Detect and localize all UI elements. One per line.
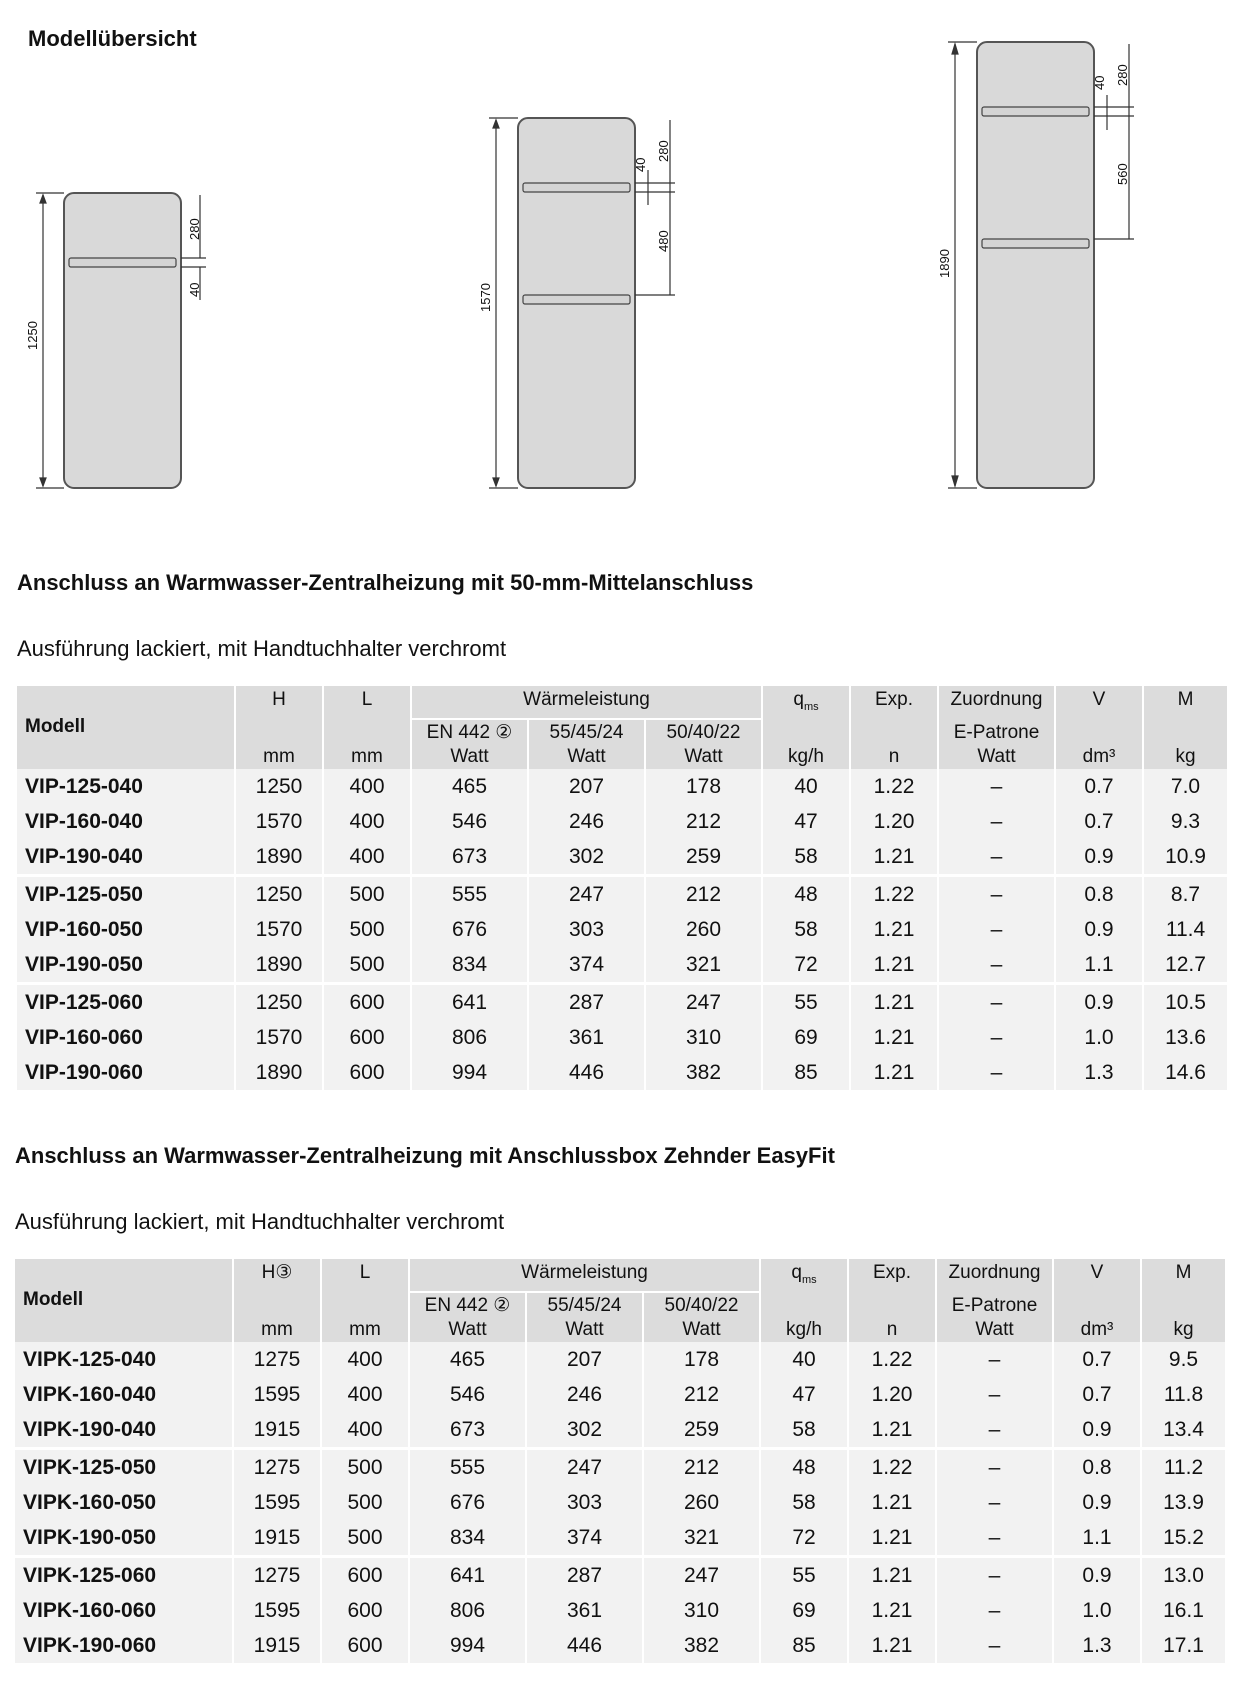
cell-h: 1275 bbox=[233, 1448, 321, 1485]
cell-v: 0.9 bbox=[1055, 839, 1143, 876]
cell-h: 1915 bbox=[233, 1520, 321, 1557]
model-drawings bbox=[0, 40, 1248, 510]
header-model: Modell bbox=[15, 1259, 233, 1342]
cell-m: 9.5 bbox=[1141, 1342, 1225, 1377]
cell-model: VIP-125-050 bbox=[17, 875, 235, 912]
cell-qms: 85 bbox=[760, 1628, 848, 1663]
unit-v: dm³ bbox=[1055, 719, 1143, 769]
cell-m: 11.4 bbox=[1143, 912, 1227, 947]
dim-top-gap-3: 280 bbox=[1115, 64, 1130, 86]
header-en442: EN 442 ② Watt bbox=[409, 1292, 526, 1342]
cell-m: 13.6 bbox=[1143, 1020, 1227, 1055]
cell-h: 1250 bbox=[235, 769, 323, 804]
cell-l: 400 bbox=[323, 804, 411, 839]
cell-55-45-24: 361 bbox=[526, 1593, 643, 1628]
header-qms: $q_{ms}$ bbox=[762, 686, 850, 719]
cell-exp: 1.21 bbox=[848, 1485, 936, 1520]
cell-v: 0.9 bbox=[1055, 983, 1143, 1020]
table-row bbox=[15, 1520, 1225, 1557]
header-exp: Exp. bbox=[848, 1259, 936, 1292]
cell-50-40-22: 382 bbox=[645, 1055, 762, 1090]
radiator-drawing-1570 bbox=[489, 118, 675, 488]
cell-50-40-22: 310 bbox=[645, 1020, 762, 1055]
section2-title: Anschluss an Warmwasser-Zentralheizung mit Anschlussbox Zehnder EasyFit bbox=[15, 1143, 835, 1168]
section2-subtitle: Ausführung lackiert, mit Handtuchhalter verchromt bbox=[15, 1209, 505, 1234]
cell-l: 500 bbox=[321, 1520, 409, 1557]
cell-l: 400 bbox=[321, 1377, 409, 1412]
cell-55-45-24: 374 bbox=[528, 947, 645, 984]
cell-e-patrone: – bbox=[936, 1628, 1053, 1663]
cell-model: VIP-190-050 bbox=[17, 947, 235, 984]
header-55-45-24: 55/45/24 Watt bbox=[526, 1292, 643, 1342]
cell-55-45-24: 287 bbox=[526, 1556, 643, 1593]
cell-v: 0.8 bbox=[1053, 1448, 1141, 1485]
cell-h: 1570 bbox=[235, 1020, 323, 1055]
cell-qms: 58 bbox=[760, 1412, 848, 1449]
header-e-patrone: E-Patrone Watt bbox=[936, 1292, 1053, 1342]
cell-50-40-22: 212 bbox=[645, 875, 762, 912]
table-section1 bbox=[17, 686, 1227, 1090]
cell-e-patrone: – bbox=[936, 1377, 1053, 1412]
cell-qms: 40 bbox=[762, 769, 850, 804]
header-heat-output: Wärmeleistung bbox=[409, 1259, 760, 1292]
cell-e-patrone: – bbox=[936, 1593, 1053, 1628]
table-row bbox=[15, 1448, 1225, 1485]
cell-55-45-24: 302 bbox=[526, 1412, 643, 1449]
cell-qms: 47 bbox=[760, 1377, 848, 1412]
header-50-40-22: 50/40/22 Watt bbox=[643, 1292, 760, 1342]
cell-l: 500 bbox=[323, 912, 411, 947]
cell-v: 1.3 bbox=[1053, 1628, 1141, 1663]
cell-50-40-22: 310 bbox=[643, 1593, 760, 1628]
cell-e-patrone: – bbox=[936, 1520, 1053, 1557]
cell-l: 500 bbox=[321, 1485, 409, 1520]
cell-h: 1250 bbox=[235, 875, 323, 912]
table-row bbox=[15, 1556, 1225, 1593]
cell-l: 500 bbox=[323, 947, 411, 984]
cell-m: 17.1 bbox=[1141, 1628, 1225, 1663]
cell-e-patrone: – bbox=[938, 912, 1055, 947]
table-row bbox=[15, 1412, 1225, 1449]
dim-height-3: 1890 bbox=[937, 249, 952, 278]
cell-h: 1595 bbox=[233, 1377, 321, 1412]
unit-h: mm bbox=[233, 1292, 321, 1342]
cell-m: 12.7 bbox=[1143, 947, 1227, 984]
table-row bbox=[17, 839, 1227, 876]
cell-l: 500 bbox=[321, 1448, 409, 1485]
cell-v: 1.0 bbox=[1055, 1020, 1143, 1055]
cell-exp: 1.21 bbox=[848, 1628, 936, 1663]
cell-50-40-22: 212 bbox=[645, 804, 762, 839]
cell-55-45-24: 247 bbox=[526, 1448, 643, 1485]
cell-qms: 58 bbox=[762, 912, 850, 947]
dim-height-2: 1570 bbox=[478, 283, 493, 312]
cell-en442: 641 bbox=[411, 983, 528, 1020]
cell-l: 600 bbox=[321, 1628, 409, 1663]
radiator-drawing-1890 bbox=[948, 42, 1134, 488]
cell-qms: 69 bbox=[762, 1020, 850, 1055]
cell-55-45-24: 361 bbox=[528, 1020, 645, 1055]
cell-h: 1275 bbox=[233, 1342, 321, 1377]
cell-m: 11.8 bbox=[1141, 1377, 1225, 1412]
header-h: H bbox=[235, 686, 323, 719]
cell-exp: 1.21 bbox=[848, 1520, 936, 1557]
unit-l: mm bbox=[321, 1292, 409, 1342]
table-row bbox=[17, 912, 1227, 947]
cell-50-40-22: 247 bbox=[643, 1556, 760, 1593]
cell-h: 1595 bbox=[233, 1593, 321, 1628]
cell-m: 11.2 bbox=[1141, 1448, 1225, 1485]
cell-en442: 555 bbox=[411, 875, 528, 912]
cell-55-45-24: 302 bbox=[528, 839, 645, 876]
cell-qms: 69 bbox=[760, 1593, 848, 1628]
cell-h: 1570 bbox=[235, 804, 323, 839]
cell-55-45-24: 207 bbox=[526, 1342, 643, 1377]
cell-v: 0.7 bbox=[1053, 1342, 1141, 1377]
cell-model: VIPK-190-060 bbox=[15, 1628, 233, 1663]
cell-l: 500 bbox=[323, 875, 411, 912]
cell-l: 600 bbox=[321, 1593, 409, 1628]
header-zuordnung: Zuordnung bbox=[938, 686, 1055, 719]
cell-l: 600 bbox=[323, 1055, 411, 1090]
cell-en442: 673 bbox=[411, 839, 528, 876]
unit-qms: kg/h bbox=[762, 719, 850, 769]
cell-m: 13.0 bbox=[1141, 1556, 1225, 1593]
cell-en442: 465 bbox=[409, 1342, 526, 1377]
cell-55-45-24: 246 bbox=[526, 1377, 643, 1412]
cell-m: 15.2 bbox=[1141, 1520, 1225, 1557]
cell-50-40-22: 178 bbox=[645, 769, 762, 804]
header-exp: Exp. bbox=[850, 686, 938, 719]
cell-l: 400 bbox=[321, 1342, 409, 1377]
cell-55-45-24: 374 bbox=[526, 1520, 643, 1557]
header-v: V bbox=[1053, 1259, 1141, 1292]
cell-e-patrone: – bbox=[938, 839, 1055, 876]
cell-50-40-22: 260 bbox=[643, 1485, 760, 1520]
dim-bar-gap-1: 40 bbox=[187, 282, 202, 297]
unit-v: dm³ bbox=[1053, 1292, 1141, 1342]
header-m: M bbox=[1141, 1259, 1225, 1292]
table-row bbox=[15, 1593, 1225, 1628]
cell-exp: 1.21 bbox=[848, 1556, 936, 1593]
header-en442: EN 442 ② Watt bbox=[411, 719, 528, 769]
cell-55-45-24: 246 bbox=[528, 804, 645, 839]
header-l: L bbox=[323, 686, 411, 719]
cell-exp: 1.21 bbox=[850, 839, 938, 876]
cell-v: 0.7 bbox=[1055, 804, 1143, 839]
cell-exp: 1.21 bbox=[848, 1593, 936, 1628]
cell-qms: 72 bbox=[762, 947, 850, 984]
cell-qms: 47 bbox=[762, 804, 850, 839]
cell-m: 9.3 bbox=[1143, 804, 1227, 839]
header-qms: $q_{ms}$ bbox=[760, 1259, 848, 1292]
cell-l: 600 bbox=[323, 983, 411, 1020]
cell-h: 1570 bbox=[235, 912, 323, 947]
cell-l: 400 bbox=[321, 1412, 409, 1449]
cell-exp: 1.22 bbox=[850, 875, 938, 912]
cell-v: 1.1 bbox=[1055, 947, 1143, 984]
cell-model: VIPK-160-040 bbox=[15, 1377, 233, 1412]
cell-exp: 1.21 bbox=[848, 1412, 936, 1449]
cell-exp: 1.20 bbox=[848, 1377, 936, 1412]
cell-exp: 1.22 bbox=[848, 1448, 936, 1485]
unit-l: mm bbox=[323, 719, 411, 769]
cell-50-40-22: 260 bbox=[645, 912, 762, 947]
cell-v: 0.7 bbox=[1055, 769, 1143, 804]
cell-h: 1595 bbox=[233, 1485, 321, 1520]
cell-55-45-24: 446 bbox=[528, 1055, 645, 1090]
cell-exp: 1.21 bbox=[850, 983, 938, 1020]
cell-v: 0.9 bbox=[1053, 1485, 1141, 1520]
cell-v: 1.0 bbox=[1053, 1593, 1141, 1628]
cell-e-patrone: – bbox=[938, 804, 1055, 839]
cell-qms: 58 bbox=[760, 1485, 848, 1520]
cell-en442: 994 bbox=[411, 1055, 528, 1090]
unit-exp: n bbox=[848, 1292, 936, 1342]
cell-exp: 1.21 bbox=[850, 1020, 938, 1055]
cell-model: VIPK-160-060 bbox=[15, 1593, 233, 1628]
cell-qms: 72 bbox=[760, 1520, 848, 1557]
table-row bbox=[17, 769, 1227, 804]
header-heat-output: Wärmeleistung bbox=[411, 686, 762, 719]
cell-m: 7.0 bbox=[1143, 769, 1227, 804]
cell-e-patrone: – bbox=[938, 769, 1055, 804]
cell-50-40-22: 212 bbox=[643, 1448, 760, 1485]
table-row bbox=[15, 1342, 1225, 1377]
cell-exp: 1.20 bbox=[850, 804, 938, 839]
cell-model: VIPK-125-040 bbox=[15, 1342, 233, 1377]
section1-title: Anschluss an Warmwasser-Zentralheizung mit 50-mm-Mittelanschluss bbox=[17, 570, 754, 595]
cell-model: VIP-190-060 bbox=[17, 1055, 235, 1090]
cell-qms: 55 bbox=[762, 983, 850, 1020]
cell-l: 600 bbox=[321, 1556, 409, 1593]
cell-en442: 806 bbox=[411, 1020, 528, 1055]
cell-qms: 58 bbox=[762, 839, 850, 876]
cell-e-patrone: – bbox=[936, 1342, 1053, 1377]
cell-h: 1890 bbox=[235, 839, 323, 876]
cell-e-patrone: – bbox=[938, 947, 1055, 984]
cell-exp: 1.21 bbox=[850, 1055, 938, 1090]
cell-en442: 555 bbox=[409, 1448, 526, 1485]
cell-v: 0.7 bbox=[1053, 1377, 1141, 1412]
cell-e-patrone: – bbox=[938, 875, 1055, 912]
table-row bbox=[17, 875, 1227, 912]
cell-model: VIPK-125-050 bbox=[15, 1448, 233, 1485]
cell-h: 1915 bbox=[233, 1628, 321, 1663]
dim-bar-gap-2: 40 bbox=[633, 157, 648, 172]
cell-55-45-24: 303 bbox=[526, 1485, 643, 1520]
dim-top-gap-2: 280 bbox=[656, 140, 671, 162]
cell-e-patrone: – bbox=[936, 1412, 1053, 1449]
unit-exp: n bbox=[850, 719, 938, 769]
cell-qms: 85 bbox=[762, 1055, 850, 1090]
cell-model: VIPK-125-060 bbox=[15, 1556, 233, 1593]
dim-mid-gap-3: 560 bbox=[1115, 163, 1130, 185]
cell-exp: 1.22 bbox=[848, 1342, 936, 1377]
header-50-40-22: 50/40/22 Watt bbox=[645, 719, 762, 769]
cell-en442: 834 bbox=[409, 1520, 526, 1557]
cell-h: 1890 bbox=[235, 947, 323, 984]
unit-m: kg bbox=[1141, 1292, 1225, 1342]
unit-h: mm bbox=[235, 719, 323, 769]
cell-exp: 1.21 bbox=[850, 912, 938, 947]
table-row bbox=[15, 1485, 1225, 1520]
cell-l: 600 bbox=[323, 1020, 411, 1055]
cell-qms: 48 bbox=[760, 1448, 848, 1485]
cell-v: 1.1 bbox=[1053, 1520, 1141, 1557]
table-section2 bbox=[15, 1259, 1225, 1663]
cell-m: 13.4 bbox=[1141, 1412, 1225, 1449]
cell-m: 14.6 bbox=[1143, 1055, 1227, 1090]
cell-qms: 40 bbox=[760, 1342, 848, 1377]
cell-en442: 676 bbox=[409, 1485, 526, 1520]
cell-50-40-22: 259 bbox=[645, 839, 762, 876]
cell-en442: 806 bbox=[409, 1593, 526, 1628]
cell-model: VIPK-190-050 bbox=[15, 1520, 233, 1557]
unit-qms: kg/h bbox=[760, 1292, 848, 1342]
cell-55-45-24: 287 bbox=[528, 983, 645, 1020]
cell-v: 0.8 bbox=[1055, 875, 1143, 912]
cell-en442: 465 bbox=[411, 769, 528, 804]
cell-v: 0.9 bbox=[1053, 1412, 1141, 1449]
cell-en442: 546 bbox=[411, 804, 528, 839]
section1-subtitle: Ausführung lackiert, mit Handtuchhalter verchromt bbox=[17, 636, 507, 661]
cell-e-patrone: – bbox=[936, 1485, 1053, 1520]
cell-m: 10.9 bbox=[1143, 839, 1227, 876]
cell-exp: 1.22 bbox=[850, 769, 938, 804]
cell-l: 400 bbox=[323, 769, 411, 804]
cell-m: 8.7 bbox=[1143, 875, 1227, 912]
cell-50-40-22: 212 bbox=[643, 1377, 760, 1412]
cell-m: 13.9 bbox=[1141, 1485, 1225, 1520]
cell-e-patrone: – bbox=[938, 1020, 1055, 1055]
cell-e-patrone: – bbox=[938, 983, 1055, 1020]
cell-v: 1.3 bbox=[1055, 1055, 1143, 1090]
dim-bar-gap-3: 40 bbox=[1092, 75, 1107, 90]
cell-e-patrone: – bbox=[938, 1055, 1055, 1090]
header-v: V bbox=[1055, 686, 1143, 719]
dim-top-gap-1: 280 bbox=[187, 218, 202, 240]
cell-50-40-22: 321 bbox=[643, 1520, 760, 1557]
cell-50-40-22: 382 bbox=[643, 1628, 760, 1663]
cell-model: VIP-125-040 bbox=[17, 769, 235, 804]
header-m: M bbox=[1143, 686, 1227, 719]
header-l: L bbox=[321, 1259, 409, 1292]
page-title: Modellübersicht bbox=[28, 26, 197, 51]
cell-v: 0.9 bbox=[1053, 1556, 1141, 1593]
cell-model: VIP-160-040 bbox=[17, 804, 235, 839]
cell-m: 16.1 bbox=[1141, 1593, 1225, 1628]
header-h: H③ bbox=[233, 1259, 321, 1292]
dim-height-1: 1250 bbox=[25, 321, 40, 350]
cell-55-45-24: 446 bbox=[526, 1628, 643, 1663]
cell-model: VIPK-160-050 bbox=[15, 1485, 233, 1520]
cell-m: 10.5 bbox=[1143, 983, 1227, 1020]
header-model: Modell bbox=[17, 686, 235, 769]
table-row bbox=[15, 1628, 1225, 1663]
cell-h: 1890 bbox=[235, 1055, 323, 1090]
cell-h: 1250 bbox=[235, 983, 323, 1020]
cell-en442: 546 bbox=[409, 1377, 526, 1412]
cell-55-45-24: 303 bbox=[528, 912, 645, 947]
cell-55-45-24: 207 bbox=[528, 769, 645, 804]
header-zuordnung: Zuordnung bbox=[936, 1259, 1053, 1292]
table-row bbox=[17, 1055, 1227, 1090]
cell-model: VIPK-190-040 bbox=[15, 1412, 233, 1449]
table-row bbox=[15, 1377, 1225, 1412]
cell-v: 0.9 bbox=[1055, 912, 1143, 947]
cell-50-40-22: 178 bbox=[643, 1342, 760, 1377]
cell-model: VIP-160-060 bbox=[17, 1020, 235, 1055]
cell-en442: 994 bbox=[409, 1628, 526, 1663]
cell-50-40-22: 259 bbox=[643, 1412, 760, 1449]
cell-h: 1275 bbox=[233, 1556, 321, 1593]
cell-en442: 676 bbox=[411, 912, 528, 947]
cell-qms: 48 bbox=[762, 875, 850, 912]
table-row bbox=[17, 804, 1227, 839]
cell-model: VIP-190-040 bbox=[17, 839, 235, 876]
cell-h: 1915 bbox=[233, 1412, 321, 1449]
table-row bbox=[17, 1020, 1227, 1055]
cell-e-patrone: – bbox=[936, 1448, 1053, 1485]
unit-m: kg bbox=[1143, 719, 1227, 769]
cell-l: 400 bbox=[323, 839, 411, 876]
table-row bbox=[17, 983, 1227, 1020]
cell-55-45-24: 247 bbox=[528, 875, 645, 912]
cell-exp: 1.21 bbox=[850, 947, 938, 984]
radiator-drawing-1250 bbox=[36, 193, 206, 488]
cell-model: VIP-125-060 bbox=[17, 983, 235, 1020]
cell-e-patrone: – bbox=[936, 1556, 1053, 1593]
cell-en442: 673 bbox=[409, 1412, 526, 1449]
table-row bbox=[17, 947, 1227, 984]
cell-50-40-22: 247 bbox=[645, 983, 762, 1020]
cell-en442: 641 bbox=[409, 1556, 526, 1593]
cell-qms: 55 bbox=[760, 1556, 848, 1593]
dim-mid-gap-2: 480 bbox=[656, 230, 671, 252]
header-55-45-24: 55/45/24 Watt bbox=[528, 719, 645, 769]
header-e-patrone: E-Patrone Watt bbox=[938, 719, 1055, 769]
cell-50-40-22: 321 bbox=[645, 947, 762, 984]
cell-model: VIP-160-050 bbox=[17, 912, 235, 947]
cell-en442: 834 bbox=[411, 947, 528, 984]
